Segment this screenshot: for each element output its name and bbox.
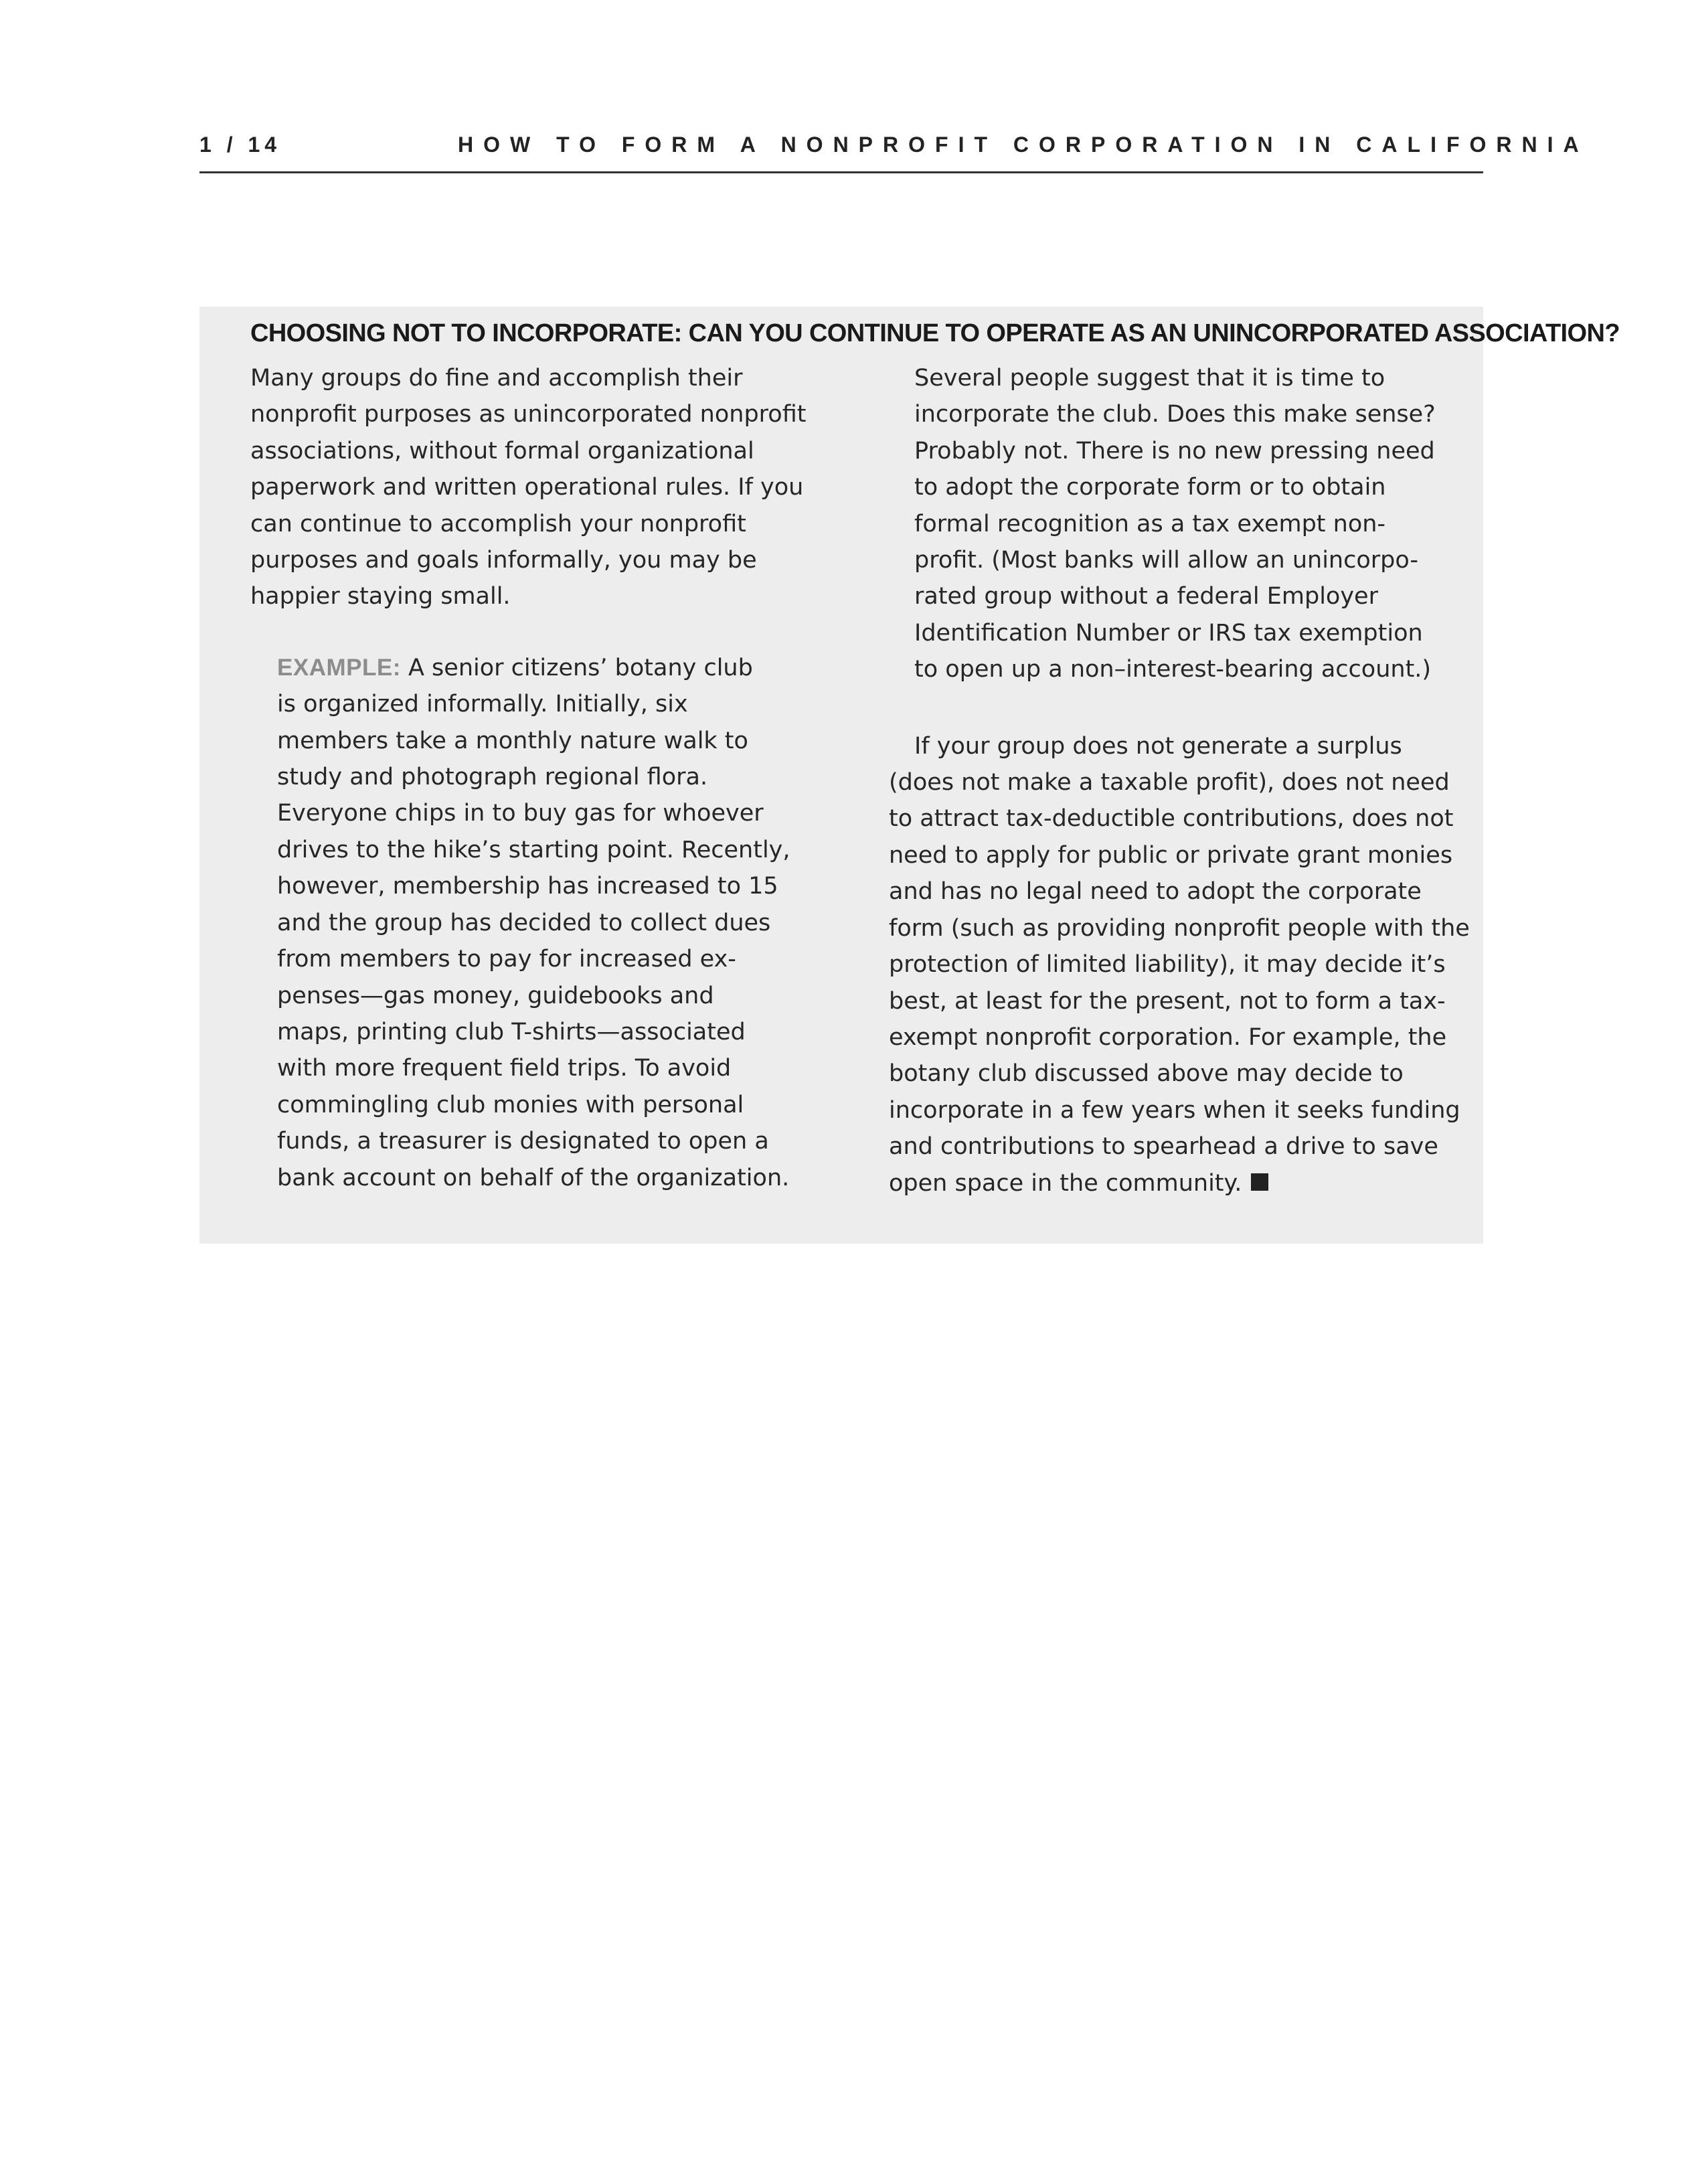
text-line: nonprofit purposes as unincorporated nonprofit xyxy=(250,401,807,428)
text-line: Several people suggest that it is time to xyxy=(914,365,1385,392)
text-line: paperwork and written operational rules. If you xyxy=(250,474,804,501)
text-line: from members to pay for increased ex- xyxy=(277,946,736,973)
example-label: EXAMPLE: xyxy=(277,654,401,681)
text-line: penses—gas money, guidebooks and xyxy=(277,982,714,1009)
last-text-line xyxy=(889,1165,1464,1201)
text-line: study and photograph regional flora. xyxy=(277,764,708,791)
text-line: purposes and goals informally, you may be xyxy=(250,547,757,574)
example-first-line xyxy=(277,650,806,686)
sidebar-box xyxy=(199,307,1620,1244)
text-line: rated group without a federal Employer xyxy=(914,583,1378,610)
text-line: bank account on behalf of the organization. xyxy=(277,1164,790,1191)
text-line: is organized informally. Initially, six xyxy=(277,691,688,718)
text-line: commingling club monies with personal xyxy=(277,1091,744,1118)
last-line-text: open space in the community. xyxy=(889,1169,1242,1197)
text-line: funds, a treasurer is designated to open a xyxy=(277,1128,769,1155)
text-line: Probably not. There is no new pressing need xyxy=(914,437,1435,465)
text-line: need to apply for public or private grant monies xyxy=(889,841,1453,869)
right-column xyxy=(889,360,1470,1201)
example-continued xyxy=(889,360,1464,688)
conclusion-paragraph xyxy=(889,728,1470,1201)
text-line: exempt nonprofit corporation. For example, the xyxy=(889,1023,1447,1051)
text-line: protection of limited liability), it may decide it’s xyxy=(889,951,1446,979)
sidebar-title: CHOOSING NOT TO INCORPORATE: CAN YOU CONTINUE TO OPERATE AS AN UNINCORPORATED ASSOCIATION? xyxy=(250,319,1620,347)
text-line: form (such as providing nonprofit people with the xyxy=(889,914,1470,942)
text-line: to open up a non–interest-bearing account.) xyxy=(914,656,1432,683)
text-line: however, membership has increased to 15 xyxy=(277,873,778,900)
text-line: incorporate in a few years when it seeks funding xyxy=(889,1096,1460,1124)
example-block xyxy=(250,650,806,1196)
text-line: profit. (Most banks will allow an unincorpo- xyxy=(914,547,1419,574)
running-header xyxy=(199,131,1589,173)
left-column xyxy=(250,360,806,1196)
text-line: maps, printing club T-shirts—associated xyxy=(277,1018,746,1045)
text-line: incorporate the club. Does this make sense? xyxy=(914,401,1436,428)
text-line: best, at least for the present, not to form a tax- xyxy=(889,987,1446,1015)
running-title: HOW TO FORM A NONPROFIT CORPORATION IN CALIFORNIA xyxy=(458,133,1589,157)
text-line: botany club discussed above may decide to xyxy=(889,1060,1404,1088)
text-line: If your group does not generate a surplus xyxy=(914,732,1402,760)
text-line: Everyone chips in to buy gas for whoever xyxy=(277,800,764,827)
text-line: happier staying small. xyxy=(250,583,511,610)
text-line: associations, without formal organizational xyxy=(250,437,754,465)
intro-paragraph xyxy=(250,360,806,615)
text-line: (does not make a taxable profit), does not need xyxy=(889,769,1450,796)
text-line: members take a monthly nature walk to xyxy=(277,727,748,754)
text-line: and has no legal need to adopt the corporate xyxy=(889,878,1422,906)
example-first-text: A senior citizens’ botany club xyxy=(400,654,753,681)
text-line: can continue to accomplish your nonprofit xyxy=(250,510,746,537)
text-line: and the group has decided to collect dues xyxy=(277,909,771,936)
text-line: to attract tax-deductible contributions, does not xyxy=(889,805,1454,833)
text-line: Many groups do fine and accomplish their xyxy=(250,365,743,392)
text-line: with more frequent field trips. To avoid xyxy=(277,1055,732,1082)
text-line: and contributions to spearhead a drive to save xyxy=(889,1133,1438,1161)
text-line: to adopt the corporate form or to obtain xyxy=(914,474,1386,501)
page-number: 1 / 14 xyxy=(199,133,282,157)
text-line: formal recognition as a tax exempt non- xyxy=(914,510,1386,537)
text-line: drives to the hike’s starting point. Recently, xyxy=(277,836,790,863)
end-of-section-square-icon xyxy=(1251,1173,1268,1191)
text-line: Identification Number or IRS tax exemption xyxy=(914,619,1423,647)
